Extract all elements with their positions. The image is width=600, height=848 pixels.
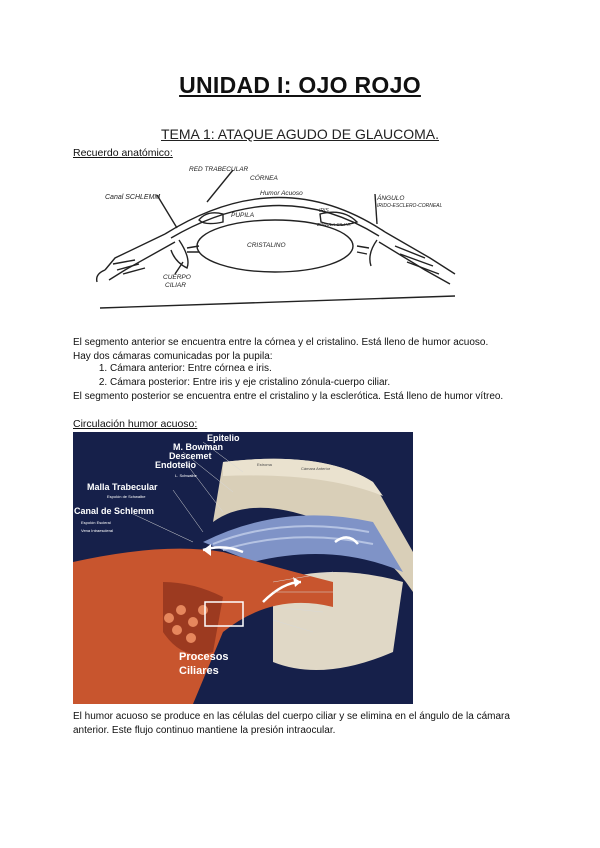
label-pupila: PUPILA — [231, 212, 255, 219]
label-epitelio: Epitelio — [207, 433, 240, 443]
paragraph-two-chambers: Hay dos cámaras comunicadas por la pupila: — [73, 351, 273, 362]
label-cornea: CÓRNEA — [250, 175, 278, 182]
label-descemet: Descemet — [169, 451, 212, 461]
label-red-trabecular: RED TRABECULAR — [189, 166, 249, 173]
label-zonula: ZÓNULA CILIAR — [317, 222, 351, 227]
label-malla-sub: Espolón de Schwalbe — [107, 494, 146, 499]
section-label-anatomy: Recuerdo anatómico: — [73, 147, 173, 159]
page-title: UNIDAD I: OJO ROJO — [179, 72, 421, 98]
topic-subtitle: TEMA 1: ATAQUE AGUDO DE GLAUCOMA. — [161, 126, 439, 142]
label-ciliar: CILIAR — [165, 282, 186, 289]
section-label-circulation: Circulación humor acuoso: — [73, 418, 198, 430]
label-canal-sub-1: Espolón Escleral — [81, 520, 111, 525]
list-item: 2. Cámara posterior: Entre iris y eje cristalino zónula-cuerpo ciliar. — [110, 376, 390, 390]
label-l-schwalbe: L. Schwalbe — [175, 473, 197, 478]
label-camara-anterior: Cámara Anterior — [301, 466, 331, 471]
eye-anatomy-sketch — [95, 162, 465, 312]
label-humor-acuoso: Humor Acuoso — [260, 190, 303, 197]
paragraph-aqueous-flow: El humor acuoso se produce en las células del cuerpo ciliar y se elimina en el ángulo de la cámara anterior. Este flujo continuo mantiene la presión intraocular. — [73, 711, 510, 736]
label-canal-schlemm: Canal de Schlemm — [74, 506, 155, 516]
label-estroma: Estroma — [257, 462, 272, 467]
list-item: 1. Cámara anterior: Entre córnea e iris. — [110, 362, 390, 376]
paragraph-posterior-segment: El segmento posterior se encuentra entre el cristalino y la esclerótica. Está lleno de humor vítreo. — [73, 391, 504, 402]
label-canal-sub-2: Vena Intraescleral — [81, 528, 114, 533]
paragraph-anterior-segment: El segmento anterior se encuentra entre la córnea y el cristalino. Está lleno de humor acuoso. — [73, 337, 489, 348]
label-endotelio: Endotelio — [155, 460, 196, 470]
label-cuerpo: CUERPO — [163, 274, 191, 281]
label-cristalino: CRISTALINO — [247, 242, 286, 249]
label-ciliares: Ciliares — [179, 665, 219, 677]
label-angulo-2: IRIDO-ESCLERO-CORNEAL — [377, 203, 443, 209]
label-iris: IRIS — [319, 208, 329, 214]
label-canal-schlemm: Canal SCHLEMM — [105, 194, 161, 201]
label-angulo: ÁNGULO — [377, 195, 405, 202]
aqueous-circulation-illustration — [73, 432, 413, 704]
chambers-list — [73, 362, 390, 390]
label-bowman: M. Bowman — [173, 442, 224, 452]
label-malla-trabecular: Malla Trabecular — [87, 482, 158, 492]
label-procesos: Procesos — [179, 651, 229, 663]
